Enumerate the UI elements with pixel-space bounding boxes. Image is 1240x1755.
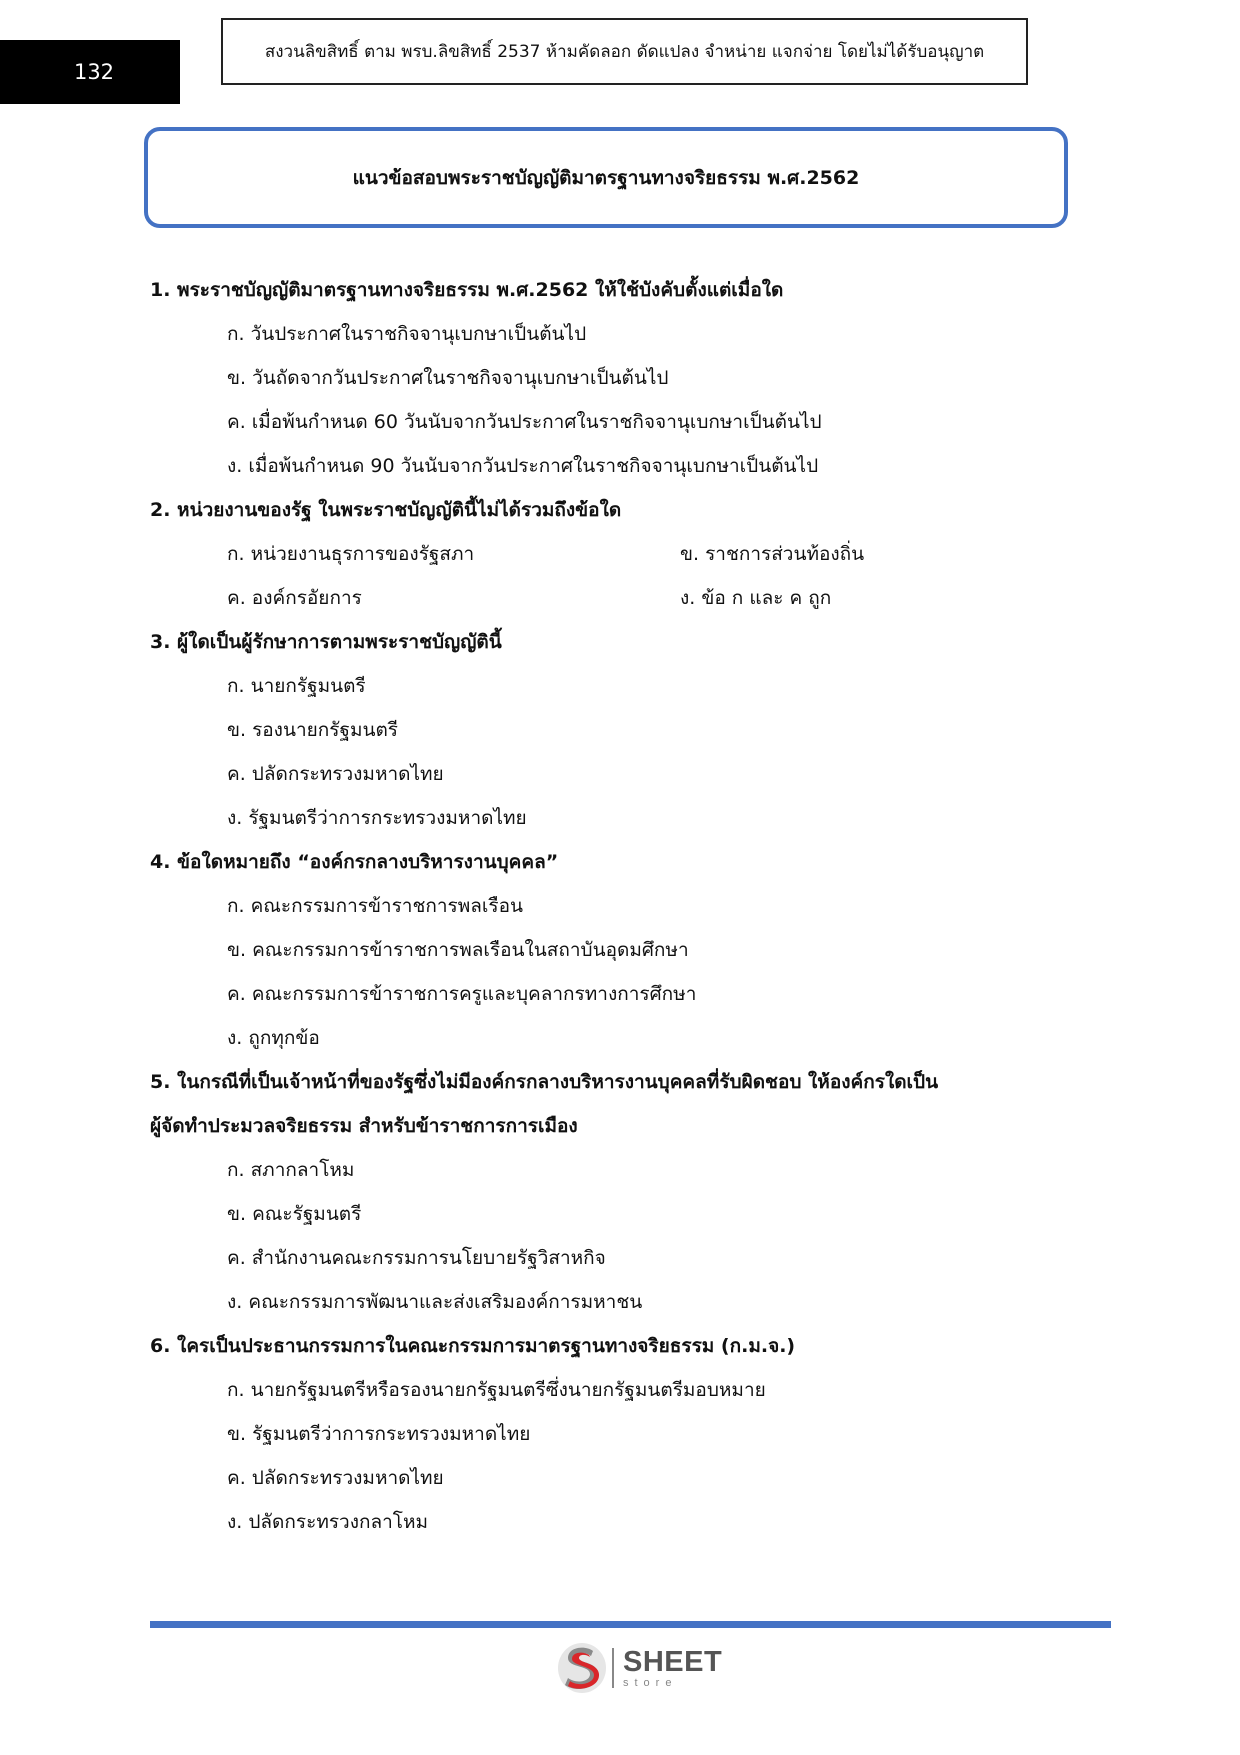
q2-option-a: ก. หน่วยงานธุรการของรัฐสภา: [227, 543, 475, 565]
q4-option-b: ข. คณะกรรมการข้าราชการพลเรือนในสถาบันอุดมศึกษา: [227, 939, 689, 961]
q2-option-b: ข. ราชการส่วนท้องถิ่น: [680, 543, 865, 565]
q2-options-row-1: [150, 532, 1050, 576]
q4-option-d: ง. ถูกทุกข้อ: [227, 1027, 320, 1049]
q3-option-a: ก. นายกรัฐมนตรี: [227, 675, 366, 697]
q3-option-c: ค. ปลัดกระทรวงมหาดไทย: [227, 763, 444, 785]
q1-option-d: ง. เมื่อพ้นกำหนด 90 วันนับจากวันประกาศในราชกิจจานุเบกษาเป็นต้นไป: [227, 455, 819, 477]
logo-divider: [612, 1648, 614, 1688]
logo-subtext: store: [623, 1676, 678, 1689]
logo-wordmark: SHEET: [623, 1645, 723, 1678]
q6-option-c: ค. ปลัดกระทรวงมหาดไทย: [227, 1467, 444, 1489]
question-5: 5. ในกรณีที่เป็นเจ้าหน้าที่ของรัฐซึ่งไม่มีองค์กรกลางบริหารงานบุคคลที่รับผิดชอบ ให้องค์กรใดเป็น: [150, 1071, 939, 1093]
q4-option-a: ก. คณะกรรมการข้าราชการพลเรือน: [227, 895, 524, 917]
logo-text: [623, 1645, 723, 1689]
q6-option-b: ข. รัฐมนตรีว่าการกระทรวงมหาดไทย: [227, 1423, 531, 1445]
question-6: 6. ใครเป็นประธานกรรมการในคณะกรรมการมาตรฐานทางจริยธรรม (ก.ม.จ.): [150, 1335, 796, 1357]
q3-option-b: ข. รองนายกรัฐมนตรี: [227, 719, 398, 741]
question-1: 1. พระราชบัญญัติมาตรฐานทางจริยธรรม พ.ศ.2562 ให้ใช้บังคับตั้งแต่เมื่อใด: [150, 279, 784, 301]
q5-option-a: ก. สภากลาโหม: [227, 1159, 355, 1181]
question-2: 2. หน่วยงานของรัฐ ในพระราชบัญญัตินี้ไม่ได้รวมถึงข้อใด: [150, 499, 622, 521]
q6-option-a: ก. นายกรัฐมนตรีหรือรองนายกรัฐมนตรีซึ่งนายกรัฐมนตรีมอบหมาย: [227, 1379, 766, 1401]
page-title: แนวข้อสอบพระราชบัญญัติมาตรฐานทางจริยธรรม พ.ศ.2562: [144, 127, 1068, 228]
footer-divider: [150, 1621, 1111, 1628]
sheet-s-logo-icon: [556, 1641, 608, 1695]
question-4: 4. ข้อใดหมายถึง “องค์กรกลางบริหารงานบุคคล”: [150, 851, 559, 873]
q1-option-a: ก. วันประกาศในราชกิจจานุเบกษาเป็นต้นไป: [227, 323, 587, 345]
q4-option-c: ค. คณะกรรมการข้าราชการครูและบุคลากรทางการศึกษา: [227, 983, 697, 1005]
q2-option-c: ค. องค์กรอัยการ: [227, 587, 362, 609]
q2-options-row-2: [150, 576, 1050, 620]
q2-option-d: ง. ข้อ ก และ ค ถูก: [680, 587, 832, 609]
q1-option-b: ข. วันถัดจากวันประกาศในราชกิจจานุเบกษาเป็นต้นไป: [227, 367, 669, 389]
q5-option-d: ง. คณะกรรมการพัฒนาและส่งเสริมองค์การมหาชน: [227, 1291, 643, 1313]
exam-questions: [150, 268, 1050, 1544]
question-5-continued: ผู้จัดทำประมวลจริยธรรม สำหรับข้าราชการการเมือง: [150, 1115, 578, 1137]
page-number: 132: [0, 40, 180, 104]
sheet-store-logo: [556, 1640, 722, 1696]
copyright-notice: สงวนลิขสิทธิ์ ตาม พรบ.ลิขสิทธิ์ 2537 ห้ามคัดลอก ดัดแปลง จำหน่าย แจกจ่าย โดยไม่ได้รับอนุญาต: [221, 18, 1028, 85]
q1-option-c: ค. เมื่อพ้นกำหนด 60 วันนับจากวันประกาศในราชกิจจานุเบกษาเป็นต้นไป: [227, 411, 822, 433]
q5-option-c: ค. สำนักงานคณะกรรมการนโยบายรัฐวิสาหกิจ: [227, 1247, 606, 1269]
q5-option-b: ข. คณะรัฐมนตรี: [227, 1203, 362, 1225]
q6-option-d: ง. ปลัดกระทรวงกลาโหม: [227, 1511, 429, 1533]
question-3: 3. ผู้ใดเป็นผู้รักษาการตามพระราชบัญญัตินี้: [150, 631, 502, 653]
q3-option-d: ง. รัฐมนตรีว่าการกระทรวงมหาดไทย: [227, 807, 527, 829]
